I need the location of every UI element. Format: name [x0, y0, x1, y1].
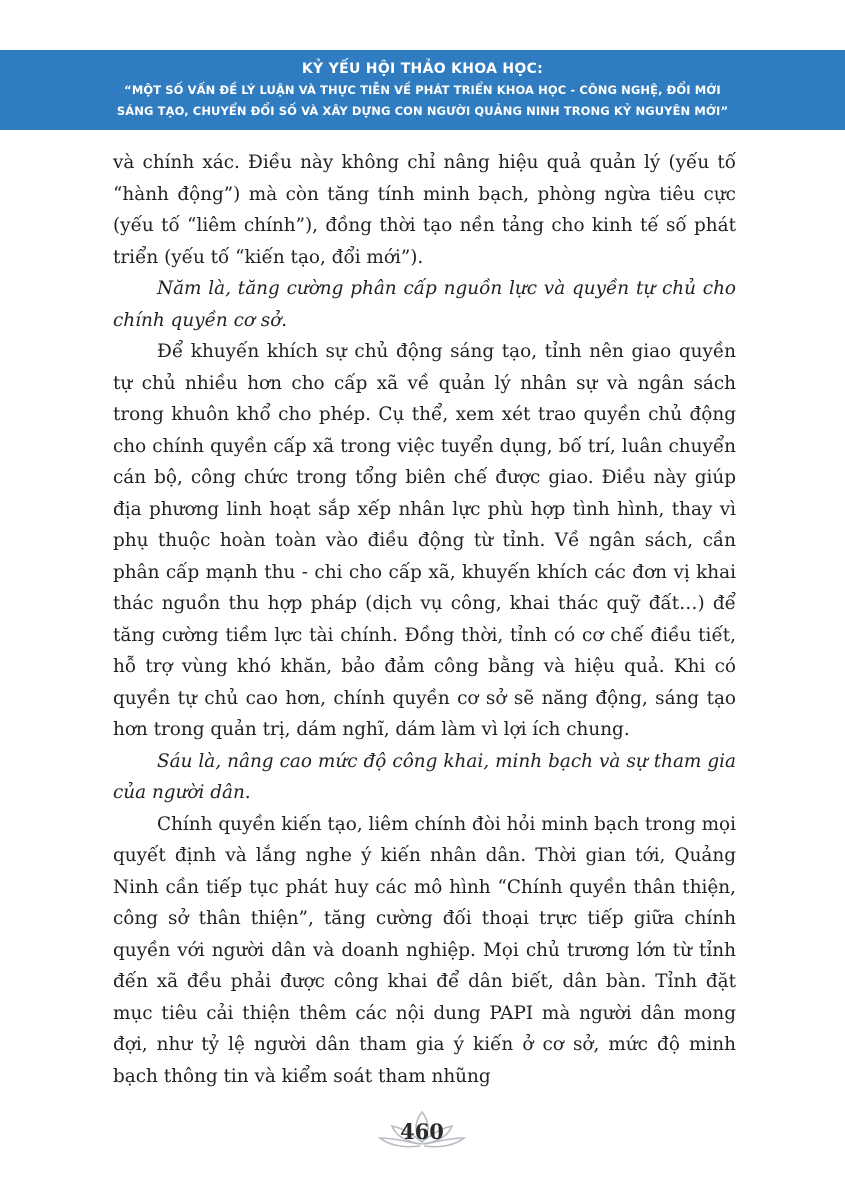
header-title: KỶ YẾU HỘI THẢO KHOA HỌC:: [301, 61, 544, 77]
page-footer: [0, 1108, 845, 1168]
header-subtitle-line-2: SÁNG TẠO, CHUYỂN ĐỔI SỐ VÀ XÂY DỰNG CON NGƯỜI QUẢNG NINH TRONG KỶ NGUYÊN MỚI”: [116, 104, 729, 118]
paragraph-decentralization: Để khuyến khích sự chủ động sáng tạo, tỉnh nên giao quyền tự chủ nhiều hơn cho cấp xã về quản lý nhân sự và ngân sách trong khuôn khổ cho phép. Cụ thể, xem xét trao quyền chủ động cho chính quyền cấp xã trong việc tuyển dụng, bố trí, luân chuyển cán bộ, công chức trong tổng biên chế được giao. Điều này giúp địa phương linh hoạt sắp xếp nhân lực phù hợp tình hình, thay vì phụ thuộc hoàn toàn vào điều động từ tỉnh. Về ngân sách, cần phân cấp mạnh thu - chi cho cấp xã, khuyến khích các đơn vị khai thác nguồn thu hợp pháp (dịch vụ công, khai thác quỹ đất…) để tăng cường tiềm lực tài chính. Đồng thời, tỉnh có cơ chế điều tiết, hỗ trợ vùng khó khăn, bảo đảm công bằng và hiệu quả. Khi có quyền tự chủ cao hơn, chính quyền cơ sở sẽ năng động, sáng tạo hơn trong quản trị, dám nghĩ, dám làm vì lợi ích chung.: [113, 341, 736, 740]
section-heading-nam-la: Năm là, tăng cường phân cấp nguồn lực và quyền tự chủ cho chính quyền cơ sở.: [113, 278, 736, 331]
page-body: [113, 147, 736, 1092]
section-heading-sau-la: Sáu là, nâng cao mức độ công khai, minh bạch và sự tham gia của người dân.: [113, 750, 736, 803]
page-number: 460: [400, 1119, 444, 1144]
header-subtitle-line-1: “MỘT SỐ VẤN ĐỀ LÝ LUẬN VÀ THỰC TIỄN VỀ PHÁT TRIỂN KHOA HỌC - CÔNG NGHỆ, ĐỔI MỚI: [124, 83, 721, 97]
header-banner: [0, 50, 845, 130]
paragraph-transparency: Chính quyền kiến tạo, liêm chính đòi hỏi minh bạch trong mọi quyết định và lắng nghe ý kiến nhân dân. Thời gian tới, Quảng Ninh cần tiếp tục phát huy các mô hình “Chính quyền thân thiện, công sở thân thiện”, tăng cường đối thoại trực tiếp giữa chính quyền với người dân và doanh nghiệp. Mọi chủ trương lớn từ tỉnh đến xã đều phải được công khai để dân biết, dân bàn. Tỉnh đặt mục tiêu cải thiện thêm các nội dung PAPI mà người dân mong đợi, như tỷ lệ người dân tham gia ý kiến ở cơ sở, mức độ minh bạch thông tin và kiểm soát tham nhũng: [113, 813, 736, 1087]
paragraph-continuation: và chính xác. Điều này không chỉ nâng hiệu quả quản lý (yếu tố “hành động”) mà còn tăng tính minh bạch, phòng ngừa tiêu cực (yếu tố “liêm chính”), đồng thời tạo nền tảng cho kinh tế số phát triển (yếu tố “kiến tạo, đổi mới”).: [113, 152, 736, 268]
